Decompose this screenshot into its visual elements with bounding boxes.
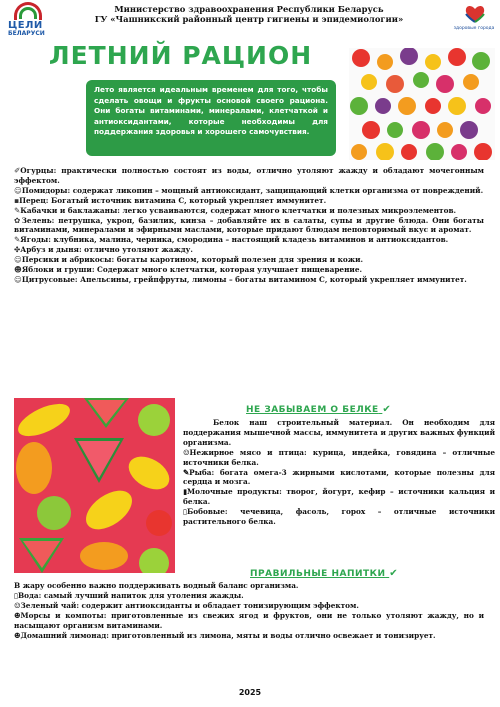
drinks-lead: В жару особенно важно поддерживать водный баланс организма.	[14, 581, 299, 590]
list-item	[14, 265, 484, 275]
list-item	[183, 507, 495, 527]
tea-icon: ☺	[14, 600, 21, 610]
list-item-text: Домашний лимонад: приготовленный из лимона, мяты и воды отлично освежает и тонизирует.	[20, 630, 436, 640]
peach-icon: ☺	[14, 255, 22, 265]
list-item	[183, 448, 495, 468]
water-icon: ▯	[14, 590, 19, 600]
list-item-text: Вода: самый лучший напиток для утоления жажды.	[18, 590, 244, 600]
list-item-text: Кабачки и баклажаны: легко усваиваются, содержат много клетчатки и полезных микроэлементов.	[20, 205, 457, 215]
goals-belarus-logo	[6, 2, 50, 38]
year-footer: 2025	[238, 688, 262, 697]
tomato-icon: ☺	[14, 185, 22, 195]
ministry-heading	[54, 4, 444, 24]
list-item	[14, 611, 484, 631]
list-item	[14, 206, 484, 216]
ministry-line-1: Министерство здравоохранения Республики Беларусь	[114, 4, 384, 14]
list-item-text: Молочные продукты: творог, йогурт, кефир – источники кальция и белка.	[183, 487, 495, 507]
list-item-text: Морсы и компоты: приготовленные из свежих ягод и фруктов, они не только утоляют жажду, но и насыщают организм витаминами.	[14, 610, 484, 630]
berries-icon: ✎	[14, 235, 21, 245]
fish-icon: ✎	[183, 467, 190, 477]
list-item-text: Зелень: петрушка, укроп, базилик, кинза – добавляйте их в салаты, супы и другие блюда. Они богаты витаминами, минералами и эфирными маслами, которые придают блюдам неповторимый вкус и аромат.	[14, 215, 484, 235]
protein-section	[183, 418, 495, 527]
header	[0, 0, 500, 40]
checkmark-icon: ✔	[389, 568, 399, 579]
zucchini-icon: ✎	[14, 205, 21, 215]
drinks-title-text: ПРАВИЛЬНЫЕ НАПИТКИ	[250, 569, 386, 579]
ministry-line-2: ГУ «Чашникский районный центр гигиены и эпидемиологии»	[94, 14, 404, 24]
list-item	[14, 216, 484, 236]
list-item	[14, 235, 484, 245]
milk-icon: ▮	[183, 487, 188, 497]
lemonade-icon: ☻	[14, 630, 21, 640]
list-item-text: Цитрусовые: Апельсины, грейпфруты, лимоны – богаты витамином С, который укрепляет иммунитет.	[21, 274, 467, 284]
list-item-text: Зеленый чай: содержит антиоксиданты и обладает тонизирующим эффектом.	[20, 600, 359, 610]
cucumber-icon: ✐	[14, 166, 21, 175]
logo-text-sub: БЕЛАРУСИ	[8, 30, 45, 37]
logo-text-main: ЦЕЛИ	[8, 20, 43, 31]
healthy-cities-label: здоровые города	[453, 26, 495, 31]
compote-icon: ☻	[14, 610, 21, 620]
fruit-pattern-image	[349, 48, 495, 160]
list-item-text: Персики и абрикосы: богаты каротином, который полезен для зрения и кожи.	[21, 255, 364, 265]
legumes-icon: ▯	[183, 507, 188, 517]
list-item	[14, 196, 484, 206]
list-item-text: Бобовые: чечевица, фасоль, горох – отличные источники растительного белка.	[183, 507, 495, 527]
protein-title-text: НЕ ЗАБЫВАЕМ О БЕЛКЕ	[246, 405, 379, 415]
meat-icon: ☺	[183, 447, 190, 457]
fruit-collage-image	[14, 398, 175, 573]
pepper-icon: ▪	[14, 195, 20, 205]
list-item-text: Ягоды: клубника, малина, черника, смородина – настоящий кладезь витаминов и антиоксидантов.	[20, 235, 449, 245]
list-item-text: Перец: Богатый источник витамина С, который укрепляет иммунитет.	[19, 195, 327, 205]
list-item-text: Яблоки и груши: Содержат много клетчатки, которая улучшает пищеварение.	[21, 265, 363, 275]
list-item	[183, 487, 495, 507]
list-item	[183, 468, 495, 488]
list-item-text: Арбуз и дыня: отлично утоляют жажду.	[20, 245, 193, 255]
heart-hands-icon	[464, 4, 486, 24]
drinks-section	[14, 581, 484, 640]
list-item-text: Помидоры: содержат ликопин – мощный антиоксидант, защищающий клетки организма от повреждений.	[21, 185, 484, 195]
list-item	[14, 166, 484, 186]
list-item	[14, 631, 484, 641]
list-item-text: Нежирное мясо и птица: курица, индейка, говядина – отличные источники белка.	[183, 447, 495, 467]
list-item-text: Рыба: богата омега-3 жирными кислотами, которые полезны для сердца и мозга.	[183, 467, 495, 487]
list-item	[14, 275, 484, 285]
list-item	[14, 245, 484, 255]
produce-list	[14, 166, 484, 285]
checkmark-icon: ✔	[382, 404, 392, 415]
list-item	[14, 601, 484, 611]
list-item	[14, 186, 484, 196]
watermelon-icon: ✤	[14, 245, 21, 255]
citrus-icon: ☺	[14, 274, 22, 284]
healthy-cities-logo	[452, 2, 496, 38]
drinks-section-title	[250, 568, 450, 579]
intro-box: Лето является идеальным временем для того, чтобы сделать овощи и фрукты основой своего рациона. Они богаты витаминами, минералами, клетчаткой и антиоксидантами, которые необходимы для поддержания здоровья и хорошего самочувствия.	[86, 80, 336, 156]
page-title: ЛЕТНИЙ РАЦИОН	[48, 41, 313, 70]
list-item	[14, 255, 484, 265]
protein-lead: Белок наш строительный материал. Он необходим для поддержания мышечной массы, иммунитета и других важных функций организма.	[183, 418, 495, 447]
list-item-text: Огурцы: практически полностью состоят из воды, отлично утоляют жажду и обладают мочегонным эффектом.	[14, 166, 484, 185]
protein-section-title	[246, 404, 446, 415]
herbs-icon: ✿	[14, 215, 22, 225]
apple-icon: ☻	[14, 265, 22, 275]
list-item	[14, 591, 484, 601]
